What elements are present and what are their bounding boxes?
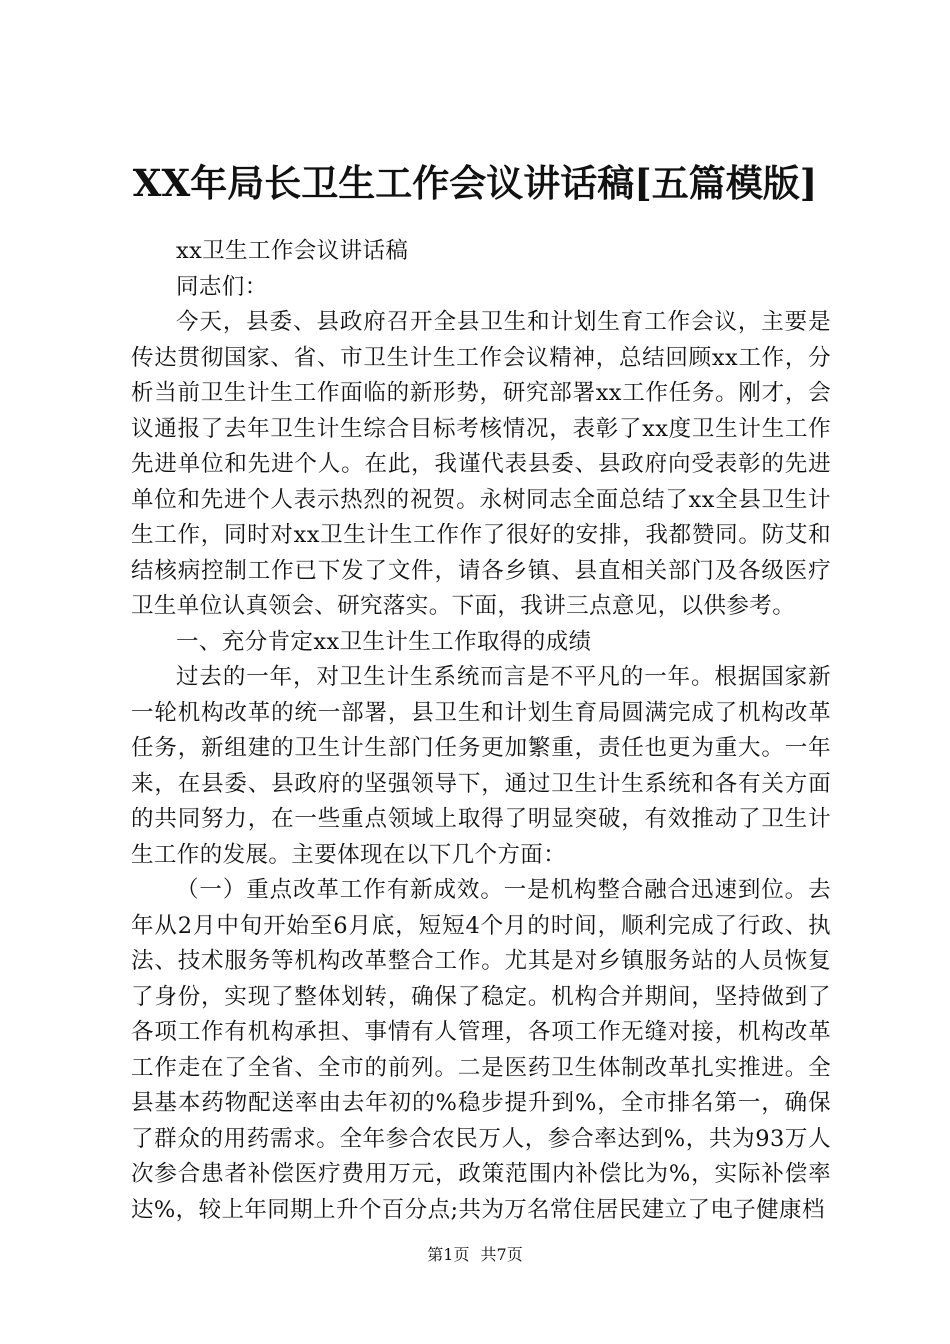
document-body xyxy=(131,234,831,1228)
section-heading-1: 一、充分肯定xx卫生计生工作取得的成绩 xyxy=(176,628,592,655)
paragraph-achievements: 过去的一年，对卫生计生系统而言是不平凡的一年。根据国家新一轮机构改革的统一部署，县卫生和计划生育局圆满完成了机构改革任务，新组建的卫生计生部门任务更加繁重，责任也更为重大。一年来，在县委、县政府的坚强领导下，通过卫生计生系统和各有关方面的共同努力，在一些重点领域上取得了明显突破，有效推动了卫生计生工作的发展。主要体现在以下几个方面： xyxy=(131,664,831,868)
salutation: 同志们： xyxy=(176,273,268,300)
document-title: XX年局长卫生工作会议讲话稿[五篇模版] xyxy=(132,161,818,205)
paragraph-opening: 今天，县委、县政府召开全县卫生和计划生育工作会议，主要是传达贯彻国家、省、市卫生计生工作会议精神，总结回顾xx工作，分析当前卫生计生工作面临的新形势，研究部署xx工作任务。刚才，会议通报了去年卫生计生综合目标考核情况，表彰了xx度卫生计生工作先进单位和先进个人。在此，我谨代表县委、县政府向受表彰的先进单位和先进个人表示热烈的祝贺。永树同志全面总结了xx全县卫生计生工作，同时对xx卫生计生工作作了很好的安排，我都赞同。防艾和结核病控制工作已下发了文件，请各乡镇、县直相关部门及各级医疗卫生单位认真领会、研究落实。下面，我讲三点意见，以供参考。 xyxy=(131,309,831,619)
speech-heading: xx卫生工作会议讲话稿 xyxy=(176,238,409,264)
page-total: 共7页 xyxy=(480,1245,523,1264)
page-footer xyxy=(0,1244,950,1266)
page-number: 第1页 xyxy=(427,1245,470,1264)
paragraph-reform: （一）重点改革工作有新成效。一是机构整合融合迅速到位。去年从2月中旬开始至6月底，短短4个月的时间，顺利完成了行政、执法、技术服务等机构改革整合工作。尤其是对乡镇服务站的人员恢复了身份，实现了整体划转，确保了稳定。机构合并期间，坚持做到了各项工作有机构承担、事情有人管理，各项工作无缝对接，机构改革工作走在了全省、全市的前列。二是医药卫生体制改革扎实推进。全县基本药物配送率由去年初的%稳步提升到%，全市排名第一，确保了群众的用药需求。全年参合农民万人，参合率达到%，共为93万人次参合患者补偿医疗费用万元，政策范围内补偿比为%，实际补偿率达%，较上年同期上升个百分点;共为万名常住居民建立了电子健康档 xyxy=(131,877,831,1223)
